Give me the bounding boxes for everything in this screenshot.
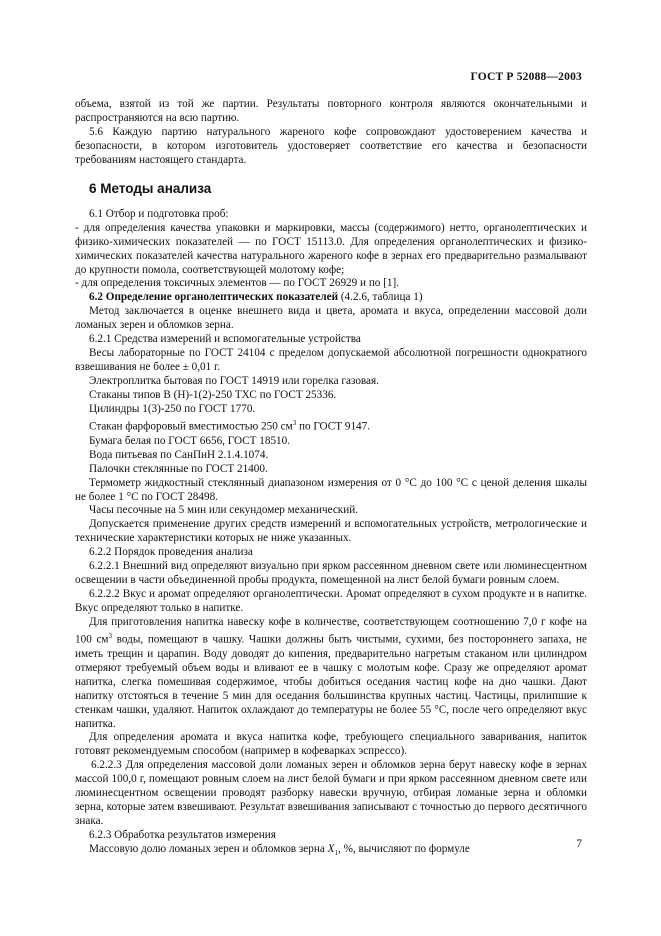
paragraph: 6.2.2.1 Внешний вид определяют визуально при ярком рассеянном дневном свете или люминесцентном освещении в части объединенной пробы продукта, помещенной на лист белой бумаги ровным слоем. <box>75 560 587 587</box>
paragraph: Метод заключается в оценке внешнего вида и цвета, аромата и вкуса, определении массовой доли ломаных зерен и обломков зерна. <box>75 305 587 332</box>
paragraph: Палочки стеклянные по ГОСТ 21400. <box>89 462 268 475</box>
paragraph <box>75 843 587 861</box>
superscript: 3 <box>108 632 112 641</box>
subsection-reference: (4.2.6, таблица 1) <box>338 291 423 304</box>
paragraph: 6.2.1 Средства измерений и вспомогательные устройства <box>89 333 361 346</box>
text-run: воды, помещают в чашку. Чашки должны быть чистыми, сухими, без постороннего запаха, не иметь трещин и царапин. Воду доводят до кипения, предварительно нагретым стаканом или цилиндром отмеряют требуемый объем воды и вливают ее в чашку с молотым кофе. Сразу же определяют аромат напитка, слегка помешивая содержимое, чтобы добиться оседания частиц кофе на дно чашки. Дают напитку отстояться в течение 5 мин для оседания большинства крупных частиц. Частицы, прилипшие к стенкам чашки, удаляют. Напиток охлаждают до температуры не более 55 °С, после чего определяют вкус напитка. <box>75 633 587 730</box>
paragraph: 6.2.2.2 Вкус и аромат определяют органолептически. Аромат определяют в сухом продукте и в напитке. Вкус определяют только в напитке. <box>75 588 587 615</box>
paragraph: 6.2.2.3 Для определения массовой доли ломаных зерен и обломков зерна берут навеску кофе в зернах массой 100,0 г, помещают ровным слоем на лист белой бумаги и при ярком рассеянном дневном свете или люминесцентном освещении проводят разборку навески вручную, отбирая ломаные зерна и обломки зерна, которые затем взвешивают. Результат взвешивания записывают с точностью до первого десятичного знака. <box>75 759 587 828</box>
paragraph: Бумага белая по ГОСТ 6656, ГОСТ 18510. <box>89 434 291 447</box>
subsection-heading <box>75 291 587 305</box>
paragraph: 5.6 Каждую партию натурального жареного кофе сопровождают удостоверением качества и безопасности, в котором изготовитель удостоверяет соответствие его качества и безопасности требованиям настоящего стандарта. <box>75 125 587 166</box>
paragraph: Допускается применение других средств измерений и вспомогательных устройств, метрологические и технические характеристики которых не ниже указанных. <box>75 518 587 545</box>
superscript: 3 <box>292 419 297 428</box>
section-heading: 6 Методы анализа <box>89 180 212 196</box>
paragraph: Часы песочные на 5 мин или секундомер механический. <box>89 504 359 517</box>
paragraph: - для определения токсичных элементов — по ГОСТ 26929 и по [1]. <box>75 277 400 290</box>
paragraph: Термометр жидкостный стеклянный диапазоном измерения от 0 °С до 100 °С с ценой деления шкалы не более 1 °С по ГОСТ 28498. <box>75 476 587 503</box>
paragraph: 6.2.2 Порядок проведения анализа <box>89 546 253 559</box>
paragraph: Цилиндры 1(3)-250 по ГОСТ 1770. <box>89 403 256 416</box>
text-run: Массовую долю ломаных зерен и обломков зерна <box>89 843 328 856</box>
page-number: 7 <box>576 838 582 850</box>
paragraph: Электроплитка бытовая по ГОСТ 14919 или горелка газовая. <box>89 375 379 388</box>
paragraph: 6.1 Отбор и подготовка проб: <box>89 207 229 220</box>
subsection-title: 6.2 Определение органолептических показателей <box>89 291 339 304</box>
paragraph: 6.2.3 Обработка результатов измерения <box>89 829 276 842</box>
document-body <box>75 98 587 861</box>
paragraph: Вода питьевая по СанПиН 2.1.4.1074. <box>89 448 269 461</box>
text-run: Стакан фарфоровый вместимостью 250 см <box>89 420 293 433</box>
formula-variable: X <box>327 843 335 856</box>
document-header: ГОСТ Р 52088—2003 <box>470 71 582 83</box>
text-run: , %, вычисляют по формуле <box>337 843 470 856</box>
paragraph: Стаканы типов В (Н)-1(2)-250 ТХС по ГОСТ 25336. <box>89 389 337 402</box>
subscript: 1 <box>334 849 338 858</box>
paragraph: - для определения качества упаковки и маркировки, массы (содержимого) нетто, органолептических и физико-химических показателей — по ГОСТ 15113.0. Для определения органолептических и физико-химических показателей качества натурального жареного кофе в зернах его предварительно размалывают до крупности помола, соответствующей молотому кофе; <box>75 221 587 276</box>
paragraph: объема, взятой из той же партии. Результаты повторного контроля являются окончательными и распространяются на всю партию. <box>75 98 587 124</box>
paragraph: Для определения аромата и вкуса напитка кофе, требующего специального заваривания, напиток готовят рекомендуемым способом (например в кофеварках эспрессо). <box>75 731 587 758</box>
paragraph <box>75 417 587 435</box>
text-run: по ГОСТ 9147. <box>296 420 371 433</box>
text-run: Для приготовления напитка навеску кофе в количестве, соответствующем соотношению 7,0 г кофе на 100 см <box>75 616 587 646</box>
paragraph <box>75 616 587 731</box>
paragraph: Весы лабораторные по ГОСТ 24104 с пределом допускаемой абсолютной погрешности однократного взвешивания не более ± 0,01 г. <box>75 347 587 374</box>
